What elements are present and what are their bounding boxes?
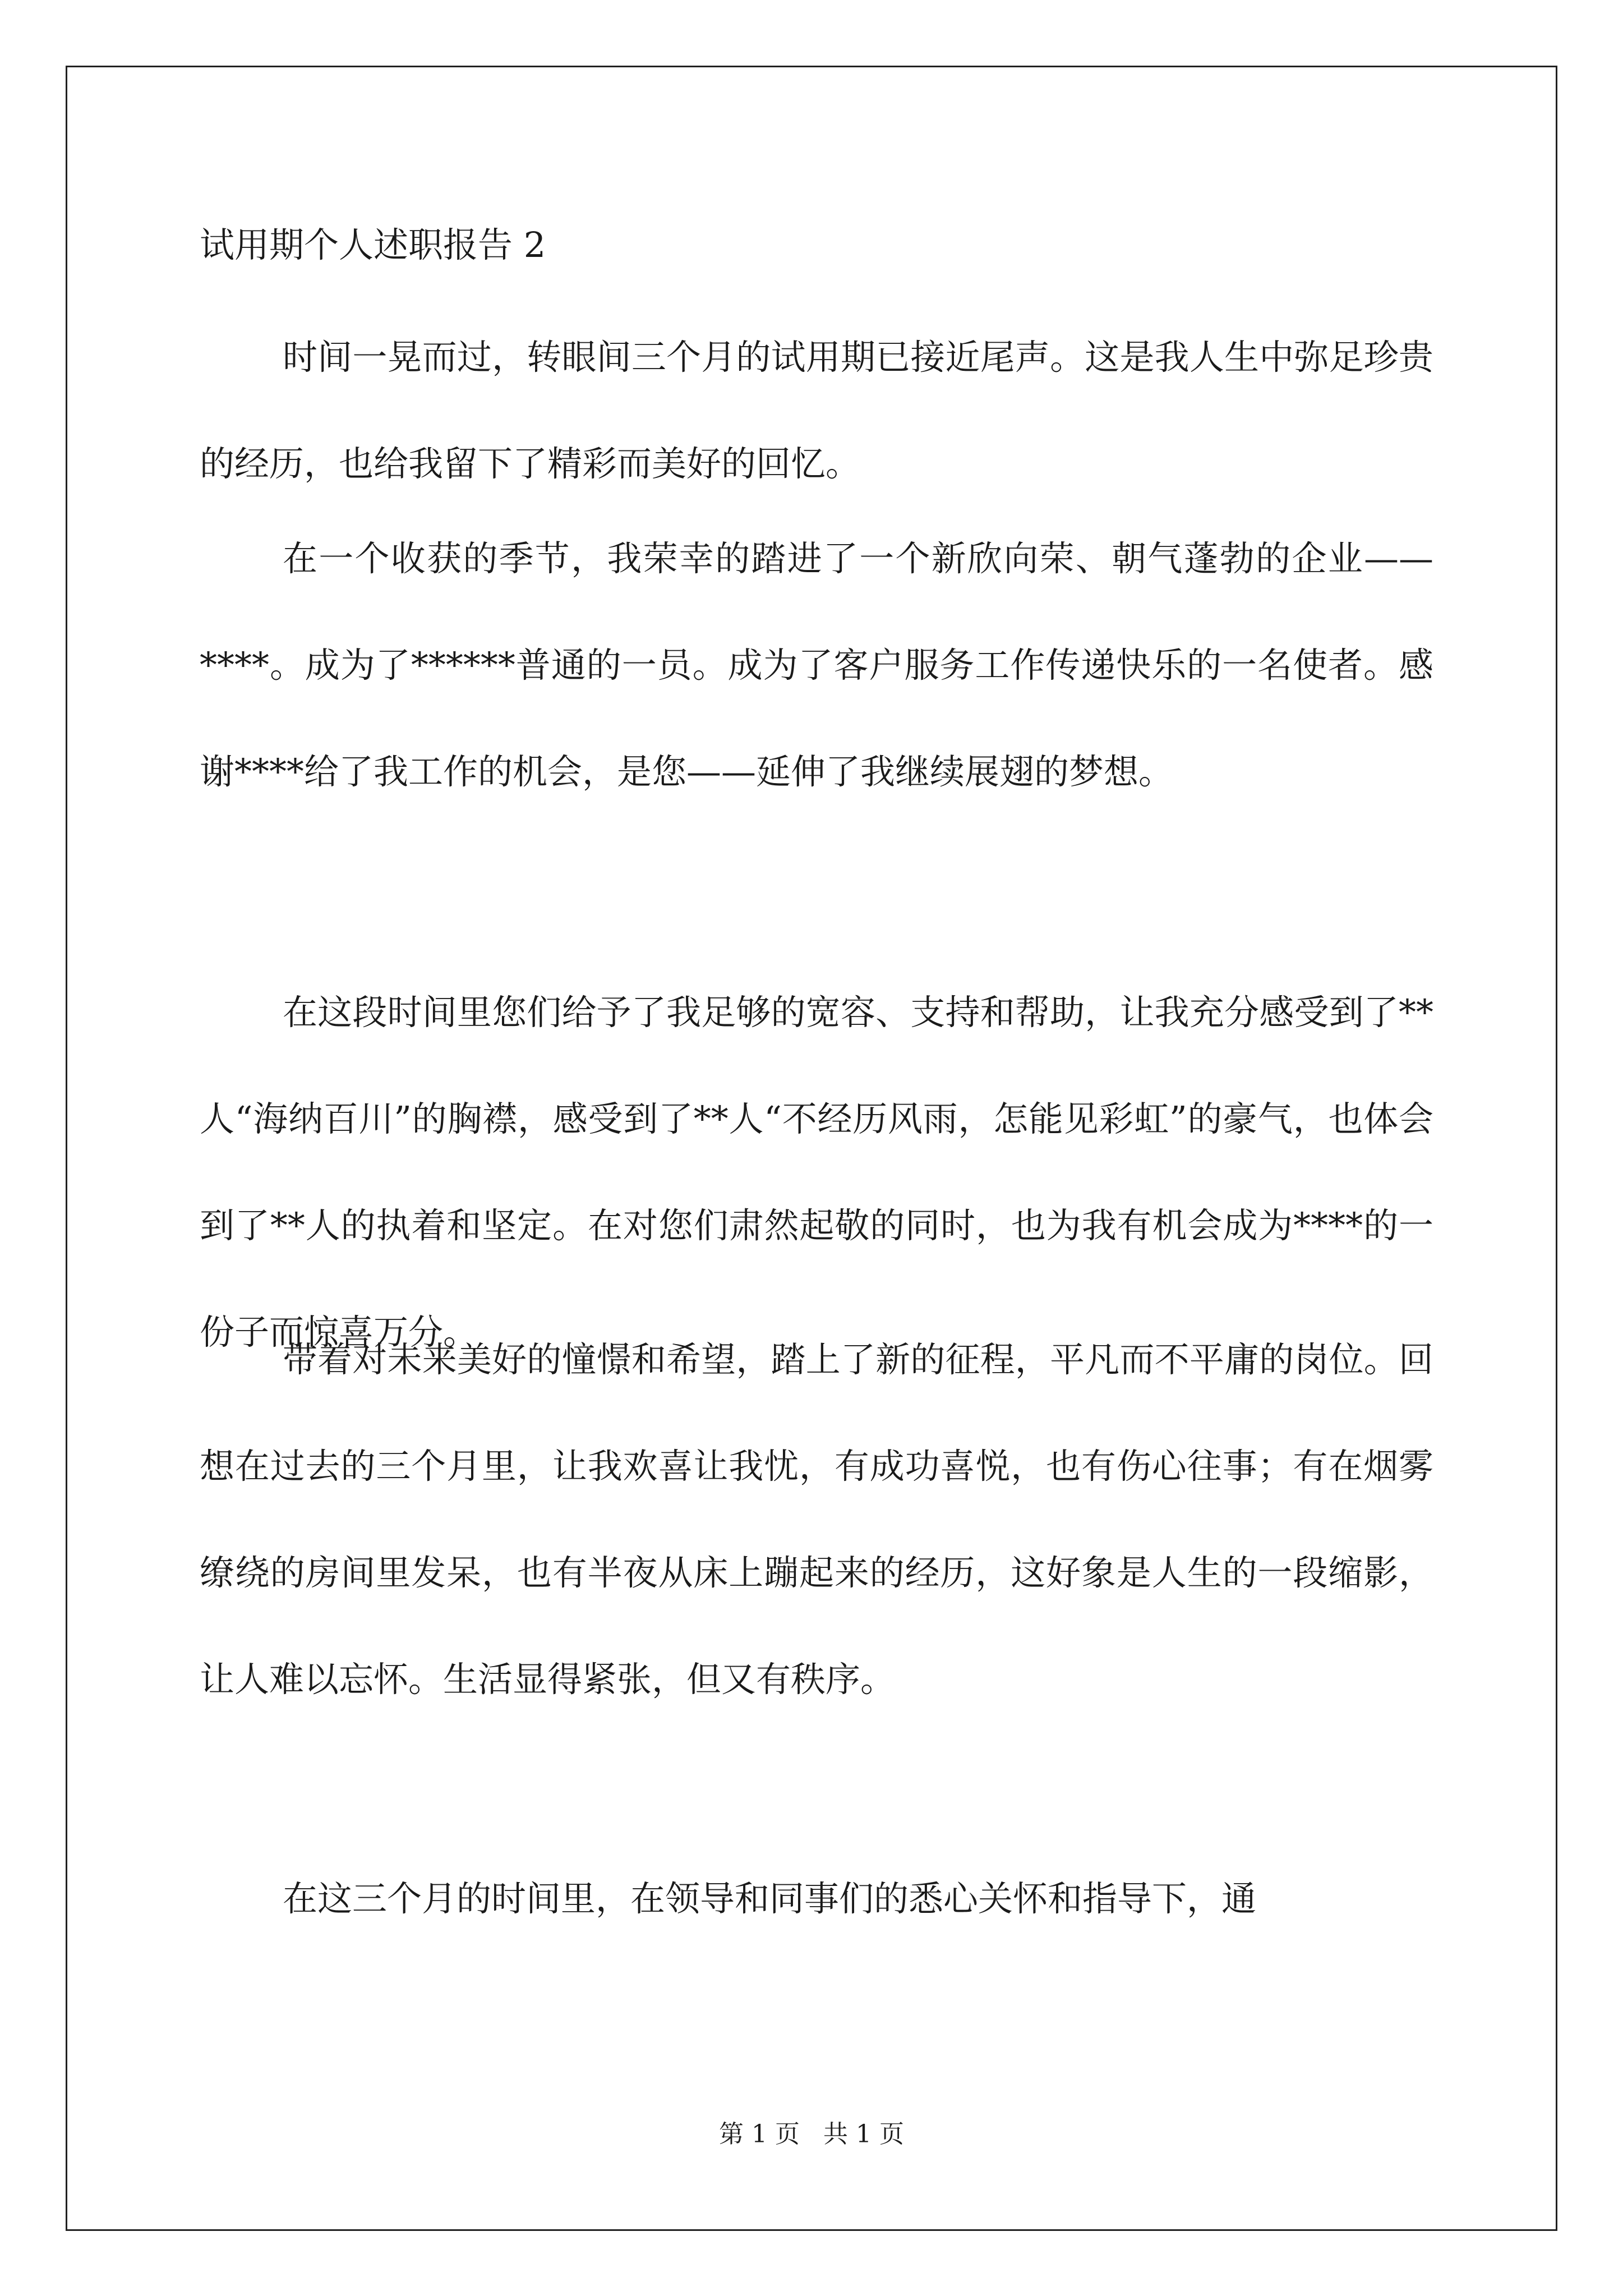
paragraph-3: 在这段时间里您们给予了我足够的宽容、支持和帮助，让我充分感受到了**人“海纳百川”的胸襟，感受到了**人“不经历风雨，怎能见彩虹”的豪气，也体会到了**人的执着和坚定。在对您们肃然起敬的同时，也为我有机会成为****的一份子而惊喜万分。 [200, 992, 1433, 1352]
paragraph-2: 在一个收获的季节，我荣幸的踏进了一个新欣向荣、朝气蓬勃的企业——****。成为了******普通的一员。成为了客户服务工作传递快乐的一名使者。感谢****给了我工作的机会，是您——延伸了我继续展翅的梦想。 [200, 538, 1433, 792]
page-footer: 第 1 页 共 1 页 [719, 2120, 904, 2148]
paragraph-5: 在这三个月的时间里，在领导和同事们的悉心关怀和指导下，通 [283, 1878, 1257, 1919]
paragraph-4: 带着对未来美好的憧憬和希望，踏上了新的征程，平凡而不平庸的岗位。回想在过去的三个月里，让我欢喜让我忧，有成功喜悦，也有伤心往事；有在烟雾缭绕的房间里发呆，也有半夜从床上蹦起来的经历，这好象是人生的一段缩影，让人难以忘怀。生活显得紧张，但又有秩序。 [200, 1339, 1433, 1700]
document-title: 试用期个人述职报告 2 [200, 224, 546, 265]
paragraph-1: 时间一晃而过，转眼间三个月的试用期已接近尾声。这是我人生中弥足珍贵的经历，也给我留下了精彩而美好的回忆。 [200, 337, 1433, 484]
